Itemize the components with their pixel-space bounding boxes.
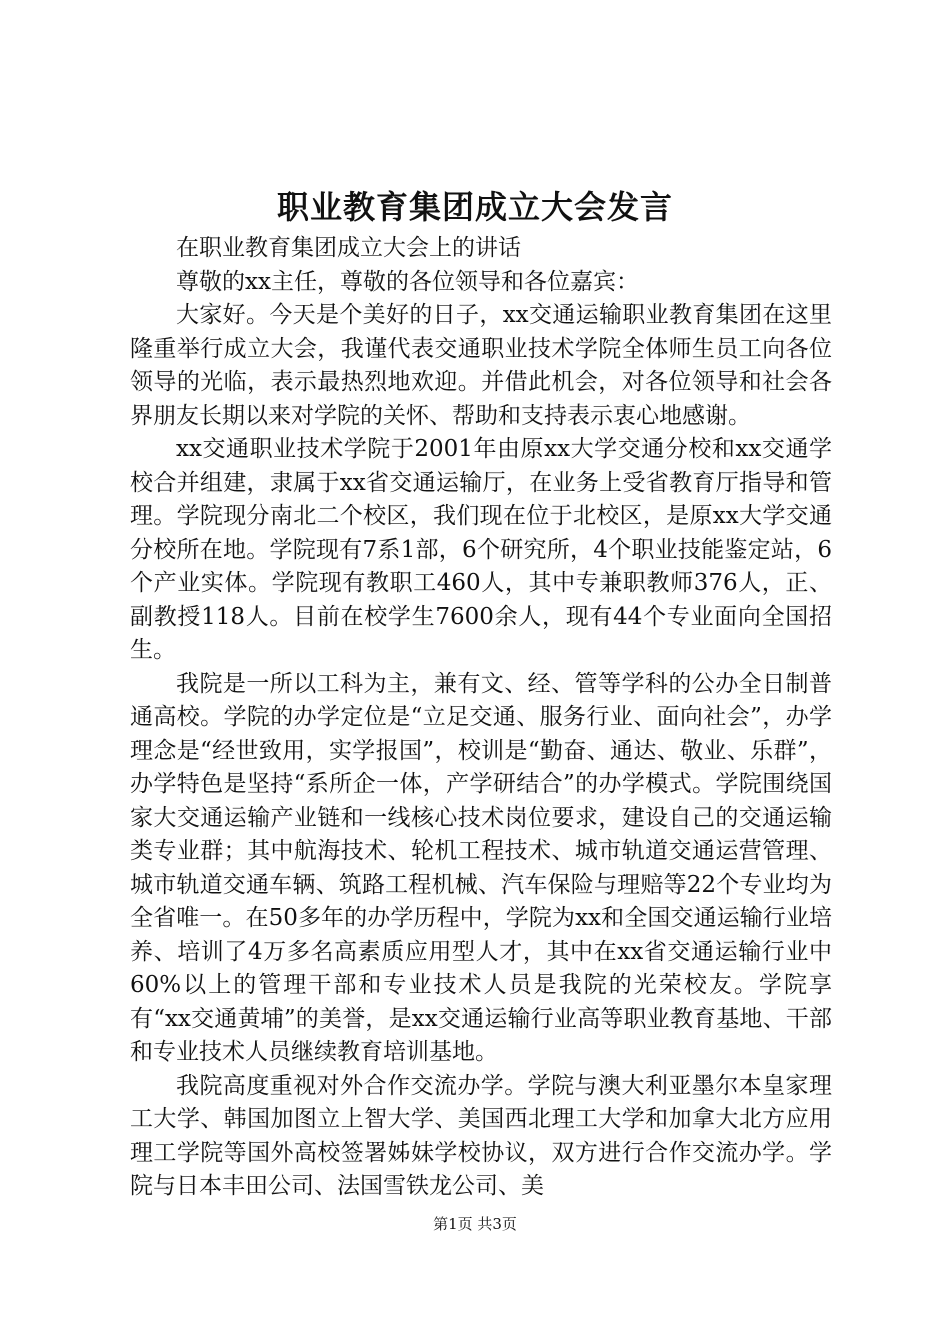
- paragraph-college-intro: xx交通职业技术学院于2001年由原xx大学交通分校和xx交通学校合并组建，隶属于xx省交通运输厅，在业务上受省教育厅指导和管理。学院现分南北二个校区，我们现在位于北校区，是原xx大学交通分校所在地。学院现有7系1部，6个研究所，4个职业技能鉴定站，6个产业实体。学院现有教职工460人，其中专兼职教师376人，正、副教授118人。目前在校学生7600余人，现有44个专业面向全国招生。: [130, 436, 832, 663]
- paragraph-cooperation: 我院高度重视对外合作交流办学。学院与澳大利亚墨尔本皇家理工大学、韩国加图立上智大学、美国西北理工大学和加拿大北方应用理工学院等国外高校签署姊妹学校协议，双方进行合作交流办学。学院与日本丰田公司、法国雪铁龙公司、美: [130, 1072, 832, 1199]
- paragraph-college-profile: 我院是一所以工科为主，兼有文、经、管等学科的公办全日制普通高校。学院的办学定位是“立足交通、服务行业、面向社会”，办学理念是“经世致用，实学报国”，校训是“勤奋、通达、敬业、乐群”，办学特色是坚持“系所企一体，产学研结合”的办学模式。学院围绕国家大交通运输产业链和一线核心技术岗位要求，建设自己的交通运输类专业群；其中航海技术、轮机工程技术、城市轨道交通运营管理、城市轨道交通车辆、筑路工程机械、汽车保险与理赔等22个专业均为全省唯一。在50多年的办学历程中，学院为xx和全国交通运输行业培养、培训了4万多名高素质应用型人才，其中在xx省交通运输行业中60%以上的管理干部和专业技术人员是我院的光荣校友。学院享有“xx交通黄埔”的美誉，是xx交通运输行业高等职业教育基地、干部和专业技术人员继续教育培训基地。: [130, 670, 832, 1065]
- page-footer: 第1页 共3页: [433, 1215, 517, 1233]
- paragraph-salutation: 尊敬的xx主任，尊敬的各位领导和各位嘉宾：: [176, 268, 639, 295]
- document-title: 职业教育集团成立大会发言: [276, 188, 673, 226]
- paragraph-greeting: 大家好。今天是个美好的日子，xx交通运输职业教育集团在这里隆重举行成立大会，我谨代表交通职业技术学院全体师生员工向各位领导的光临，表示最热烈地欢迎。并借此机会，对各位领导和社会各界朋友长期以来对学院的关怀、帮助和支持表示衷心地感谢。: [130, 302, 832, 429]
- paragraph-subtitle: 在职业教育集团成立大会上的讲话: [176, 235, 521, 261]
- document-body: [130, 232, 832, 1204]
